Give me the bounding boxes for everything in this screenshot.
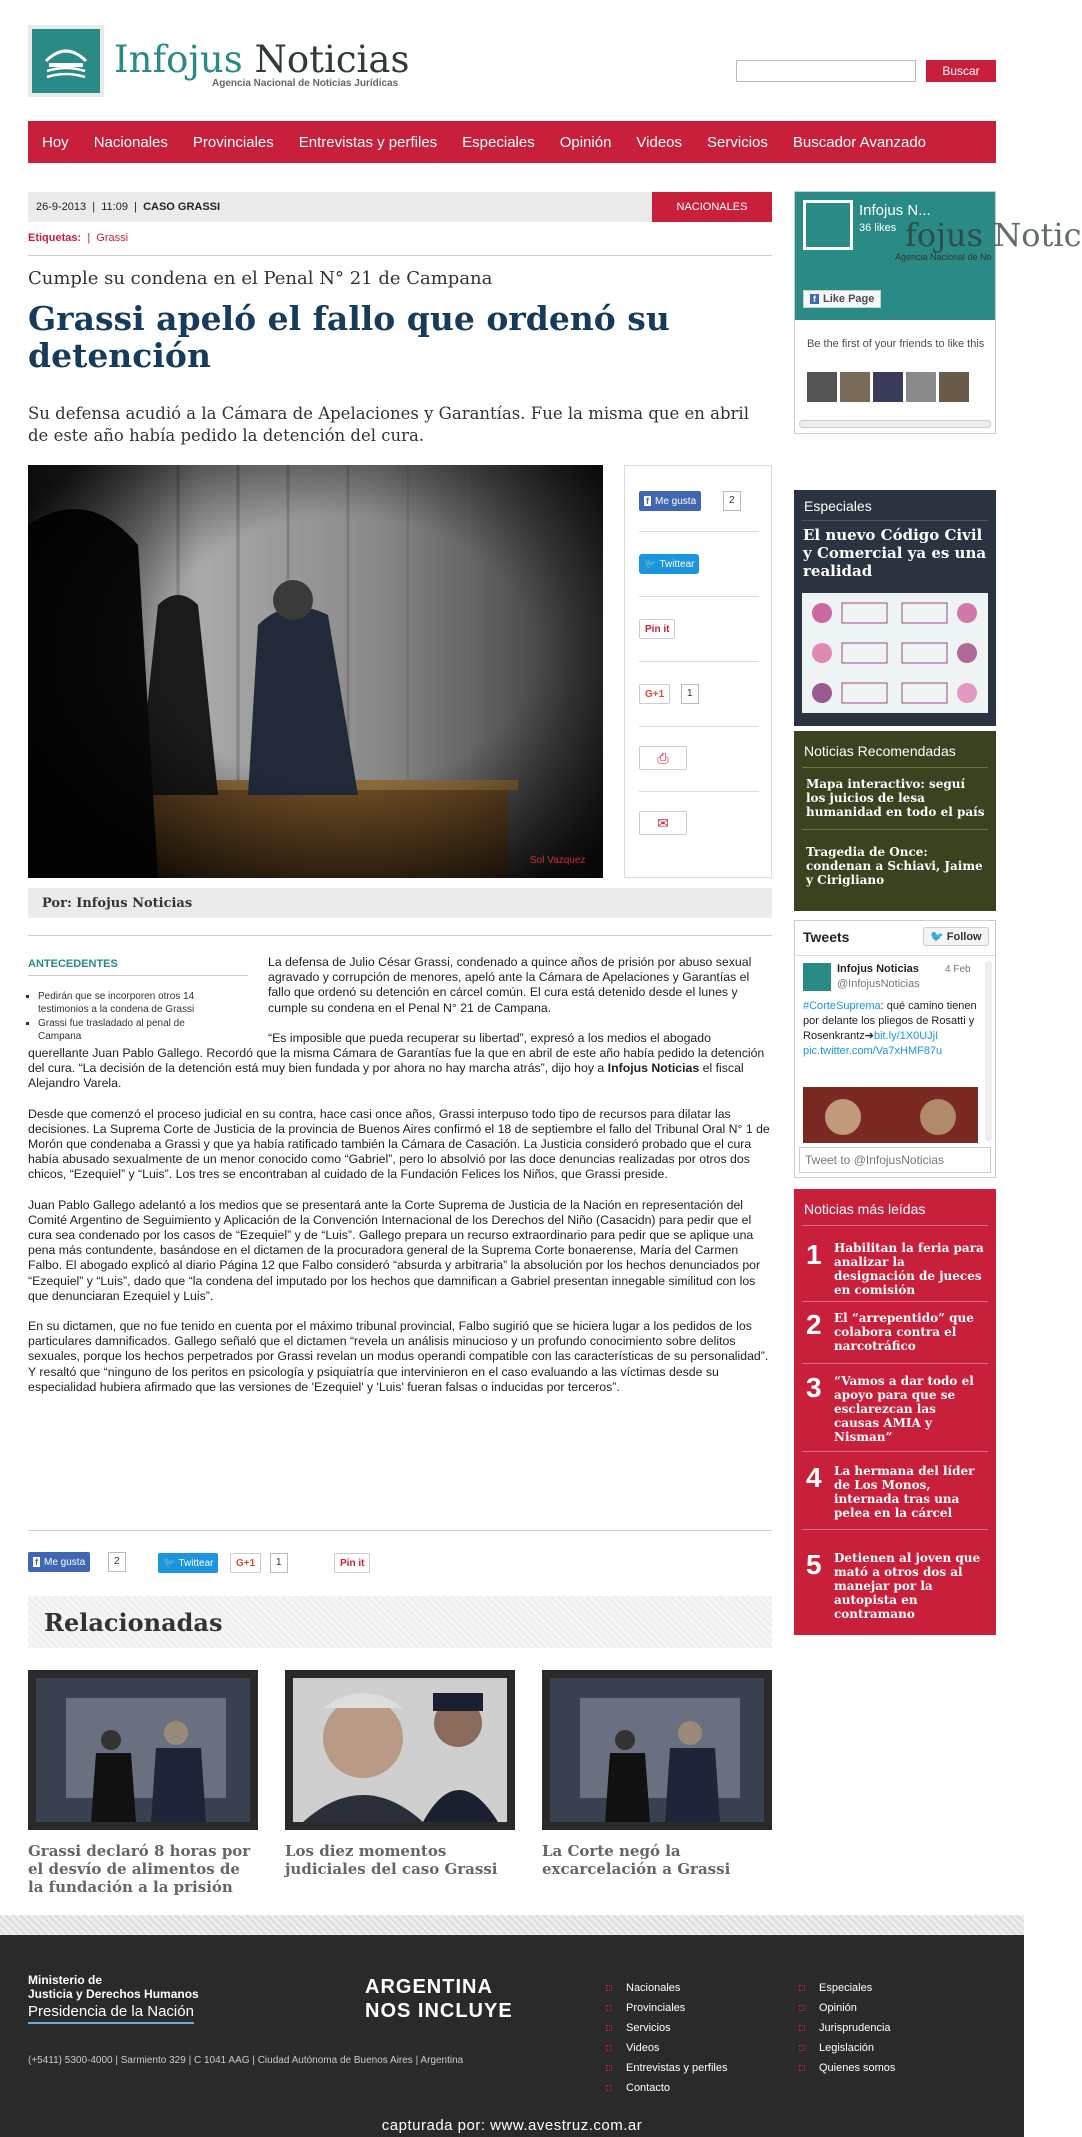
divider bbox=[802, 1225, 988, 1226]
article-lead: Su defensa acudió a la Cámara de Apelaciones y Garantías. Fue la misma que en abril de este año había pedido la detención del cura. bbox=[28, 404, 749, 445]
divider bbox=[639, 791, 759, 792]
nav-opinion[interactable]: Opinión bbox=[559, 133, 612, 151]
especiales-illustration[interactable] bbox=[802, 593, 988, 713]
argentina-logo[interactable] bbox=[365, 1975, 513, 2023]
fb-likes: 36 likes bbox=[859, 222, 897, 234]
search-button[interactable]: Buscar bbox=[926, 60, 996, 82]
tweet-button[interactable] bbox=[639, 554, 699, 574]
argentina-line-2: NOS INCLUYE bbox=[365, 2000, 513, 2022]
site-logo[interactable] bbox=[28, 25, 104, 97]
body-paragraph: Desde que comenzó el proceso judicial en su contra, hace casi once años, Grassi interpuso todo tipo de recursos para dilatar las decisiones. La Suprema Corte de Justicia de la provincia de Buenos Aires confirmó el 18 de septiembre el fallo del Tribunal Oral N° 1 de Morón que condenaba a Grassi y que ya había ratificado también la Cámara de Casación. La Justicia consideró probado que el cura había abusado sexualmente de un menor conocido como “Gabriel”, pero lo absolvió por las doce denuncias realizadas por otros dos chicos, “Ezequiel” y “Luis”. Los tres se encontraban al cuidado de la Fundación Felices los Niños, que Grassi preside. bbox=[28, 1106, 770, 1182]
mas-leida-link-5[interactable]: Detienen al joven que mató a otros dos al manejar por la autopista en contramano bbox=[834, 1551, 981, 1621]
mas-leida-link-2[interactable]: El “arrepentido” que colabora contra el narcotráfico bbox=[834, 1311, 974, 1353]
bullet-icon bbox=[799, 2045, 805, 2051]
article-time: 11:09 bbox=[101, 201, 128, 213]
email-button[interactable] bbox=[639, 811, 687, 835]
ministerio-line-2: Justicia y Derechos Humanos bbox=[28, 1987, 199, 2001]
divider bbox=[639, 661, 759, 662]
argentina-line-1: ARGENTINA bbox=[365, 1976, 493, 1998]
bullet-icon bbox=[606, 2025, 612, 2031]
divider bbox=[802, 1529, 988, 1530]
tweets-scrollbar[interactable] bbox=[985, 961, 992, 1141]
avatar[interactable] bbox=[939, 372, 969, 402]
footer-link[interactable]: Legislación bbox=[819, 2042, 875, 2054]
tags-separator: | bbox=[87, 232, 91, 244]
bottom-like-button[interactable] bbox=[28, 1552, 90, 1572]
nav-entrevistas[interactable]: Entrevistas y perfiles bbox=[298, 133, 438, 151]
recomendadas-heading: Noticias Recomendadas bbox=[804, 743, 956, 759]
tweet-handle[interactable]: @InfojusNoticias bbox=[837, 978, 920, 990]
photo-credit: Sol Vazquez bbox=[530, 855, 586, 866]
like-label: Me gusta bbox=[44, 1556, 86, 1568]
nav-videos[interactable]: Videos bbox=[636, 133, 683, 151]
illustration bbox=[802, 593, 988, 713]
antecedentes-title: ANTECEDENTES bbox=[28, 958, 118, 970]
fb-page-name[interactable]: Infojus N... bbox=[859, 202, 931, 219]
footer-presidencia[interactable]: Presidencia de la Nación bbox=[28, 2003, 194, 2024]
mas-leida-link-4[interactable]: La hermana del líder de Los Monos, internada tras una pelea en la cárcel bbox=[834, 1464, 975, 1520]
bullet-icon bbox=[606, 2065, 612, 2071]
fb-page-avatar bbox=[803, 200, 853, 250]
body-paragraph: Juan Pablo Gallego adelantó a los medios que se presentará ante la Corte Suprema de Justicia de la Nación en representación del Comité Argentino de Seguimiento y Aplicación de la Convención Internacional de los Derechos del Niño (Casacidn) para pedir que el cura sea condenado por los casos de “Ezequiel” y de “Luis”. Gallego prepara un recurso extraordinario para pedir que se aplique una pena más contundente, basándose en el dictamen de la procuradora general de la Suprema Corte bonaerense, María del Carmen Falbo. El abogado explicó al diario Página 12 que Falbo consideró “absurda y arbitraria” la absolución por los hechos denunciados por “Ezequiel” y “Luis”, dado que “la condena del imputado por los hechos que damnifican a Gabriel presentan innegable similitud con los que denunciaran Ezequiel y Luis”. bbox=[28, 1197, 761, 1303]
body-paragraph: La defensa de Julio César Grassi, condenado a quince años de prisión por abuso sexual agravado y corrupción de menores, apeló ante la Cámara de Apelaciones y Garantías el fallo que ordenó su detención en cárcel común. El cura está detenido desde el lunes y cumple su condena en el Penal N° 21 de Campana. bbox=[268, 955, 752, 1015]
divider bbox=[28, 1530, 772, 1531]
twitter-follow-button[interactable] bbox=[923, 927, 989, 946]
divider bbox=[28, 255, 772, 256]
especiales-title[interactable]: El nuevo Código Civil y Comercial ya es una realidad bbox=[803, 526, 987, 580]
body-paragraph bbox=[28, 1031, 772, 1092]
mas-leida-link-3[interactable]: “Vamos a dar todo el apoyo para que se esclarezcan las causas AMIA y Nisman” bbox=[834, 1374, 974, 1444]
pin-it-button[interactable]: Pin it bbox=[639, 619, 675, 639]
footer-link[interactable]: Provinciales bbox=[626, 2002, 686, 2014]
like-count: 2 bbox=[723, 491, 741, 511]
ministerio-line-1: Ministerio de bbox=[28, 1973, 103, 1987]
bottom-like-count: 2 bbox=[108, 1552, 126, 1572]
related-title-1[interactable]: Grassi declaró 8 horas por el desvío de alimentos de la fundación a la prisión bbox=[28, 1842, 251, 1896]
tag-link[interactable]: Grassi bbox=[96, 232, 129, 244]
bottom-gplus-count: 1 bbox=[270, 1553, 288, 1573]
tweet-pic-link[interactable]: pic.twitter.com/Va7xHMF87u bbox=[803, 1045, 943, 1057]
footer-link[interactable]: Videos bbox=[626, 2042, 660, 2054]
divider bbox=[639, 726, 759, 727]
mas-leidas-box bbox=[794, 1189, 996, 1635]
fb-cover-brand: fojus Notic bbox=[905, 216, 1082, 254]
rank-number: 5 bbox=[806, 1549, 822, 1580]
facebook-icon: f bbox=[810, 294, 819, 304]
footer-link[interactable]: Especiales bbox=[819, 1982, 873, 1994]
tweet-body: : qué camino tienen por delante los pliegos de Rosatti y Rosenkrantz bbox=[803, 1000, 977, 1042]
capture-watermark: capturada por: www.avestruz.com.ar bbox=[381, 2117, 643, 2134]
related-photo bbox=[293, 1678, 507, 1822]
divider bbox=[795, 955, 995, 956]
divider bbox=[802, 1451, 988, 1452]
rank-number: 4 bbox=[806, 1462, 822, 1493]
brand-part-b: Noticias bbox=[254, 38, 410, 81]
article-date: 26-9-2013 bbox=[36, 201, 87, 213]
related-thumb-3[interactable] bbox=[542, 1670, 772, 1830]
recomendada-link-2[interactable]: Tragedia de Once: condenan a Schiavi, Jaime y Cirigliano bbox=[806, 845, 983, 887]
tweet-text: #CorteSuprema: qué camino tienen por delante los pliegos de Rosatti y Rosenkrantz➔bit.ly/1X0UJjI pic.twitter.com/Va7xHMF87u bbox=[803, 1000, 977, 1057]
like-label: Me gusta bbox=[655, 495, 697, 507]
footer-link[interactable]: Entrevistas y perfiles bbox=[626, 2062, 728, 2074]
article-kicker: Cumple su condena en el Penal N° 21 de Campana bbox=[28, 268, 493, 289]
footer-link[interactable]: Quienes somos bbox=[819, 2062, 896, 2074]
related-title-2[interactable]: Los diez momentos judiciales del caso Grassi bbox=[285, 1842, 498, 1878]
fb-friend-avatars bbox=[807, 372, 969, 402]
related-photo bbox=[550, 1678, 764, 1822]
nav-provinciales[interactable]: Provinciales bbox=[192, 133, 274, 151]
brand-part-a: Infojus bbox=[114, 38, 243, 81]
tweet-author[interactable]: Infojus Noticias bbox=[837, 963, 919, 975]
article-photo bbox=[28, 465, 603, 878]
related-photo bbox=[36, 1678, 250, 1822]
antecedente-link[interactable]: ▪ Pedirán que se incorporen otros 14 testimonios a la condena de Grassi bbox=[38, 990, 228, 1016]
nav-servicios[interactable]: Servicios bbox=[707, 133, 768, 151]
tags-label: Etiquetas: bbox=[28, 232, 82, 244]
bullet-icon bbox=[799, 2025, 805, 2031]
recomendada-link-1[interactable]: Mapa interactivo: seguí los juicios de lesa humanidad en todo el país bbox=[806, 777, 985, 819]
divider bbox=[802, 767, 988, 768]
footer-link[interactable]: Contacto bbox=[626, 2082, 671, 2094]
envelope-icon: ✉ bbox=[657, 814, 669, 831]
gplus-button[interactable]: G+1 bbox=[639, 684, 670, 704]
twitter-bird-icon: 🐦 bbox=[644, 558, 657, 570]
gplus-count: 1 bbox=[681, 684, 699, 704]
tweet-avatar[interactable] bbox=[803, 963, 831, 991]
rank-number: 1 bbox=[806, 1239, 822, 1270]
avatar[interactable] bbox=[840, 372, 870, 402]
article-meta-bar: 26-9-2013 | 11:09 | CASO GRASSI bbox=[28, 192, 652, 222]
facebook-icon: f bbox=[35, 1557, 38, 1567]
brand-name[interactable] bbox=[114, 38, 409, 81]
rank-number: 3 bbox=[806, 1372, 822, 1403]
divider bbox=[639, 531, 759, 532]
facebook-like-button[interactable] bbox=[639, 491, 701, 511]
divider bbox=[639, 596, 759, 597]
fb-cover bbox=[795, 192, 1082, 320]
fb-like-page-button[interactable] bbox=[803, 290, 881, 308]
p2-end: el fiscal Alejandro Varela. bbox=[28, 1061, 744, 1091]
footer-address: (+5411) 5300-4000 | Sarmiento 329 | C 1041 AAG | Ciudad Autónoma de Buenos Aires | Argentina bbox=[28, 2055, 464, 2066]
category-badge[interactable]: NACIONALES bbox=[652, 192, 772, 222]
tweet-label: Twittear bbox=[178, 1557, 214, 1569]
bottom-tweet-button[interactable] bbox=[158, 1553, 218, 1573]
mas-leida-link-1[interactable]: Habilitan la feria para analizar la designación de jueces en comisión bbox=[834, 1241, 984, 1297]
fb-cover-tagline: Agencia Nacional de No bbox=[895, 252, 992, 262]
nav-hoy[interactable]: Hoy bbox=[42, 133, 69, 151]
avatar[interactable] bbox=[873, 372, 903, 402]
main-nav bbox=[28, 121, 996, 163]
especiales-heading: Especiales bbox=[804, 498, 872, 514]
twitter-bird-icon: 🐦 bbox=[163, 1557, 176, 1569]
article-title: Grassi apeló el fallo que ordenó su detención bbox=[28, 299, 670, 375]
photo-illustration bbox=[28, 465, 603, 878]
related-title-3[interactable]: La Corte negó la excarcelación a Grassi bbox=[542, 1842, 731, 1878]
especiales-box bbox=[794, 490, 996, 726]
divider bbox=[802, 1363, 988, 1364]
tweet-date[interactable]: 4 Feb bbox=[945, 964, 971, 975]
divider bbox=[802, 1301, 988, 1302]
bullet-icon bbox=[799, 2005, 805, 2011]
tweet-to-input[interactable]: Tweet to @InfojusNoticias bbox=[799, 1147, 991, 1173]
bullet-icon bbox=[799, 1985, 805, 1991]
logo-emblem-icon bbox=[41, 39, 91, 83]
tweet-label: Twittear bbox=[659, 558, 695, 570]
divider bbox=[802, 829, 988, 830]
avatar[interactable] bbox=[906, 372, 936, 402]
divider bbox=[28, 935, 772, 936]
facebook-page-widget bbox=[794, 191, 1082, 434]
footer-ministerio[interactable] bbox=[28, 1973, 199, 2001]
related-thumb-2[interactable] bbox=[285, 1670, 515, 1830]
body-paragraph: En su dictamen, que no fue tenido en cuenta por el máximo tribunal provincial, Falbo sugirió que se hiciera lugar a los pedidos de los particulares damnificados. Gallego señaló que el dictamen “revela un análisis minucioso y un profundo conocimiento sobre delitos sexuales, porque los hechos perpetrados por Grassi revelan un modus operandi compatible con las características de su personalidad”. Y resaltó que “ninguno de los peritos en psicología y psiquiatría que intervinieron en el caso evaluando a las víctimas desde su especialidad hubiera afirmado que las versiones de 'Ezequiel' y 'Luis' fueran falsas o inducidas por terceros”. bbox=[28, 1319, 769, 1394]
facebook-icon: f bbox=[646, 496, 649, 506]
tweet-photo bbox=[803, 1087, 978, 1143]
bullet-icon bbox=[606, 2085, 612, 2091]
rank-number: 2 bbox=[806, 1309, 822, 1340]
tweets-heading: Tweets bbox=[803, 929, 850, 945]
twitter-bird-icon: 🐦 bbox=[930, 931, 944, 943]
print-button[interactable] bbox=[639, 746, 687, 770]
related-heading: Relacionadas bbox=[28, 1596, 772, 1648]
fb-friends-text: Be the first of your friends to like this bbox=[807, 338, 985, 350]
recomendadas-box bbox=[794, 731, 996, 911]
byline: Por: Infojus Noticias bbox=[28, 888, 772, 918]
article-section[interactable]: CASO GRASSI bbox=[143, 201, 221, 213]
bottom-gplus-button[interactable]: G+1 bbox=[230, 1553, 261, 1573]
tweet-hashtag[interactable]: #CorteSuprema bbox=[803, 1000, 881, 1012]
brand-tagline: Agencia Nacional de Noticias Jurídicas bbox=[212, 78, 399, 89]
twitter-widget bbox=[794, 920, 996, 1178]
bullet-icon bbox=[799, 2065, 805, 2071]
p2-bold: Infojus Noticias bbox=[607, 1061, 700, 1076]
footer-link[interactable]: Jurisprudencia bbox=[819, 2022, 891, 2034]
divider bbox=[802, 520, 988, 521]
site-footer bbox=[0, 1935, 1024, 2137]
footer-link[interactable]: Servicios bbox=[626, 2022, 671, 2034]
mas-leidas-heading: Noticias más leídas bbox=[804, 1201, 926, 1217]
printer-icon: ⎙ bbox=[657, 749, 669, 766]
avatar[interactable] bbox=[807, 372, 837, 402]
nav-buscador[interactable]: Buscador Avanzado bbox=[792, 133, 927, 151]
bullet-icon bbox=[606, 2045, 612, 2051]
bullet-icon bbox=[606, 1985, 612, 1991]
share-panel bbox=[624, 465, 772, 878]
tweet-image[interactable] bbox=[803, 1087, 978, 1143]
follow-label: Follow bbox=[946, 931, 982, 943]
bottom-pin-button[interactable]: Pin it bbox=[334, 1553, 370, 1573]
tweet-link[interactable]: bit.ly/1X0UJjI bbox=[873, 1030, 939, 1042]
fb-widget-scrollbar[interactable] bbox=[799, 420, 991, 428]
p2-text: “Es imposible que pueda recuperar su libertad”, expresó a los medios el abogado querellante Juan Pablo Gallego. Recordó que la misma Cámara de Garantías fue la que en abril de este año había pedido la detención del cura. “La decisión de la detención está muy bien fundada y por ahora no hay marcha atrás”, dijo hoy a bbox=[28, 1030, 765, 1076]
antecedente-link[interactable]: ▪ Grassi fue trasladado al penal de Campana bbox=[38, 1017, 228, 1043]
footer-link[interactable]: Nacionales bbox=[626, 1982, 681, 1994]
footer-link[interactable]: Opinión bbox=[819, 2002, 857, 2014]
article-body bbox=[28, 955, 772, 1410]
nav-especiales[interactable]: Especiales bbox=[462, 133, 535, 151]
like-page-label: Like Page bbox=[823, 293, 875, 305]
bullet-icon bbox=[606, 2005, 612, 2011]
related-thumb-1[interactable] bbox=[28, 1670, 258, 1830]
nav-nacionales[interactable]: Nacionales bbox=[93, 133, 168, 151]
search-input[interactable] bbox=[736, 60, 916, 82]
tags-line bbox=[28, 232, 128, 244]
